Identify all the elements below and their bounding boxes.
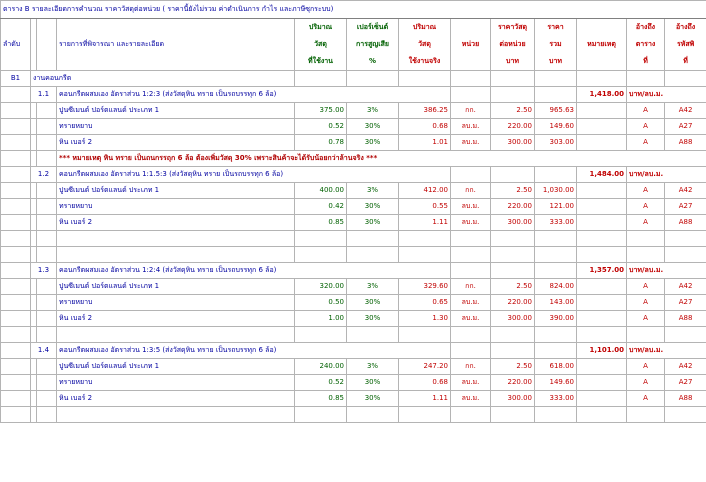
material-row xyxy=(1,311,706,327)
material-row xyxy=(1,119,706,135)
material-total[interactable]: 618.00 xyxy=(535,359,577,375)
material-unit[interactable]: ลบ.ม. xyxy=(451,215,491,231)
material-qty[interactable]: 0.85 xyxy=(295,391,347,407)
material-qty-real[interactable]: 247.20 xyxy=(399,359,451,375)
material-total[interactable]: 824.00 xyxy=(535,279,577,295)
material-qty[interactable]: 0.42 xyxy=(295,199,347,215)
header-qtyreal-3[interactable]: ใช้งานจริง xyxy=(399,53,451,71)
material-ref-table[interactable]: A xyxy=(627,103,665,119)
header-price-3[interactable]: บาท xyxy=(491,53,535,71)
material-qty[interactable]: 0.50 xyxy=(295,295,347,311)
group-total[interactable]: 1,101.00 xyxy=(577,343,627,359)
blank-row xyxy=(1,327,706,343)
material-qty-real[interactable]: 0.55 xyxy=(399,199,451,215)
header-waste-1[interactable]: เปอร์เซ็นต์ xyxy=(347,19,399,37)
material-qty-real[interactable]: 329.60 xyxy=(399,279,451,295)
material-ref-table[interactable]: A xyxy=(627,215,665,231)
material-total[interactable]: 390.00 xyxy=(535,311,577,327)
material-ref-table[interactable]: A xyxy=(627,199,665,215)
material-name[interactable]: หิน เบอร์ 2 xyxy=(57,215,295,231)
material-total[interactable]: 303.00 xyxy=(535,135,577,151)
header-seq[interactable]: ลำดับ xyxy=(1,36,31,53)
material-qty[interactable]: 240.00 xyxy=(295,359,347,375)
material-ref-table[interactable]: A xyxy=(627,183,665,199)
header-price-2[interactable]: ต่อหน่วย xyxy=(491,36,535,53)
material-ref-table[interactable]: A xyxy=(627,375,665,391)
material-ref-table[interactable]: A xyxy=(627,135,665,151)
material-waste[interactable]: 30% xyxy=(347,135,399,151)
material-unit[interactable]: กก. xyxy=(451,359,491,375)
section-code[interactable]: B1 xyxy=(1,71,31,87)
group-number[interactable]: 1.2 xyxy=(31,167,57,183)
material-row xyxy=(1,391,706,407)
material-ref-code[interactable]: A27 xyxy=(665,199,706,215)
group-number[interactable]: 1.1 xyxy=(31,87,57,103)
material-ref-table[interactable]: A xyxy=(627,391,665,407)
warning-note[interactable]: *** หมายเหตุ หิน ทราย เป็นถนกรรถุก 6 ล้อ ต้องเพิ่มวัสดุ 30% เพราะสินค้าจะได้รับน้อยกว่าล้านจริง *** xyxy=(57,151,706,167)
material-qty-real[interactable]: 0.65 xyxy=(399,295,451,311)
material-qty[interactable]: 400.00 xyxy=(295,183,347,199)
section-name[interactable]: งานคอนกรีต xyxy=(31,71,295,87)
material-waste[interactable]: 3% xyxy=(347,279,399,295)
material-unit[interactable]: กก. xyxy=(451,279,491,295)
group-note[interactable]: บาท/ลบ.ม. xyxy=(627,87,706,103)
material-qty[interactable]: 1.00 xyxy=(295,311,347,327)
warning-row xyxy=(1,151,706,167)
material-waste[interactable]: 3% xyxy=(347,183,399,199)
material-price[interactable]: 220.00 xyxy=(491,295,535,311)
material-row xyxy=(1,199,706,215)
material-ref-table[interactable]: A xyxy=(627,279,665,295)
material-ref-code[interactable]: A88 xyxy=(665,391,706,407)
material-ref-code[interactable]: A42 xyxy=(665,103,706,119)
material-ref-code[interactable]: A27 xyxy=(665,119,706,135)
header-reftable-2[interactable]: ตาราง xyxy=(627,36,665,53)
material-qty-real[interactable]: 412.00 xyxy=(399,183,451,199)
material-row xyxy=(1,183,706,199)
material-price[interactable]: 220.00 xyxy=(491,119,535,135)
material-name[interactable]: ทรายหยาบ xyxy=(57,295,295,311)
group-note[interactable]: บาท/ลบ.ม. xyxy=(627,343,706,359)
header-waste-3[interactable]: % xyxy=(347,53,399,71)
group-row xyxy=(1,87,706,103)
material-unit[interactable]: กก. xyxy=(451,183,491,199)
material-price[interactable]: 300.00 xyxy=(491,215,535,231)
material-total[interactable]: 333.00 xyxy=(535,391,577,407)
group-total[interactable]: 1,484.00 xyxy=(577,167,627,183)
material-waste[interactable]: 30% xyxy=(347,375,399,391)
header-reftable-3[interactable]: ที่ xyxy=(627,53,665,71)
material-qty[interactable]: 375.00 xyxy=(295,103,347,119)
header-refcode-2[interactable]: รหัสพิ xyxy=(665,36,706,53)
material-qty[interactable]: 0.78 xyxy=(295,135,347,151)
header-qty-3[interactable]: ที่ใช้งาน xyxy=(295,53,347,71)
material-row xyxy=(1,279,706,295)
material-unit[interactable]: ลบ.ม. xyxy=(451,311,491,327)
material-name[interactable]: หิน เบอร์ 2 xyxy=(57,311,295,327)
material-unit[interactable]: ลบ.ม. xyxy=(451,375,491,391)
material-ref-code[interactable]: A42 xyxy=(665,183,706,199)
group-note[interactable]: บาท/ลบ.ม. xyxy=(627,263,706,279)
material-name[interactable]: ปูนซีเมนต์ ปอร์ตแลนด์ ประเภท 1 xyxy=(57,359,295,375)
material-waste[interactable]: 3% xyxy=(347,359,399,375)
material-qty-real[interactable]: 0.68 xyxy=(399,375,451,391)
group-row xyxy=(1,263,706,279)
material-row xyxy=(1,103,706,119)
group-number[interactable]: 1.3 xyxy=(31,263,57,279)
header-waste-2[interactable]: การสูญเสีย xyxy=(347,36,399,53)
group-row xyxy=(1,343,706,359)
material-name[interactable]: ทรายหยาบ xyxy=(57,375,295,391)
material-ref-table[interactable]: A xyxy=(627,359,665,375)
material-waste[interactable]: 3% xyxy=(347,103,399,119)
group-name[interactable]: คอนกรีตผสมเอง อัตราส่วน 1:2:4 (ส่งวัสดุหิน ทราย เป็นรถบรรทุก 6 ล้อ) xyxy=(57,263,451,279)
material-unit[interactable]: ลบ.ม. xyxy=(451,119,491,135)
header-qty-1[interactable]: ปริมาณ xyxy=(295,19,347,37)
material-row xyxy=(1,359,706,375)
material-total[interactable]: 149.60 xyxy=(535,119,577,135)
header-refcode-3[interactable]: ที่ xyxy=(665,53,706,71)
header-qty-2[interactable]: วัสดุ xyxy=(295,36,347,53)
material-unit[interactable]: ลบ.ม. xyxy=(451,135,491,151)
material-name[interactable]: ปูนซีเมนต์ ปอร์ตแลนด์ ประเภท 1 xyxy=(57,183,295,199)
group-name[interactable]: คอนกรีตผสมเอง อัตราส่วน 1:1.5:3 (ส่งวัสดุหิน ทราย เป็นรถบรรทุก 6 ล้อ) xyxy=(57,167,451,183)
group-note[interactable]: บาท/ลบ.ม. xyxy=(627,167,706,183)
group-total[interactable]: 1,418.00 xyxy=(577,87,627,103)
material-qty[interactable]: 0.85 xyxy=(295,215,347,231)
blank-row xyxy=(1,231,706,247)
header-total-2[interactable]: รวม xyxy=(535,36,577,53)
material-total[interactable]: 333.00 xyxy=(535,215,577,231)
material-unit[interactable]: ลบ.ม. xyxy=(451,295,491,311)
material-row xyxy=(1,135,706,151)
material-price[interactable]: 2.50 xyxy=(491,103,535,119)
material-total[interactable]: 149.60 xyxy=(535,375,577,391)
material-ref-table[interactable]: A xyxy=(627,311,665,327)
material-qty-real[interactable]: 1.11 xyxy=(399,391,451,407)
material-price[interactable]: 2.50 xyxy=(491,359,535,375)
material-price[interactable]: 2.50 xyxy=(491,183,535,199)
sheet-title[interactable]: ตาราง B รายละเอียดการคำนวณ ราคาวัสดุต่อหน่วย ( ราคานี้ยังไม่รวม ค่าดำเนินการ กำไร และภาษีซุกระบบ) xyxy=(1,1,706,19)
material-row xyxy=(1,375,706,391)
material-price[interactable]: 2.50 xyxy=(491,279,535,295)
material-row xyxy=(1,295,706,311)
material-qty-real[interactable]: 0.68 xyxy=(399,119,451,135)
material-ref-code[interactable]: A88 xyxy=(665,215,706,231)
material-qty[interactable]: 320.00 xyxy=(295,279,347,295)
material-waste[interactable]: 30% xyxy=(347,295,399,311)
material-name[interactable]: ปูนซีเมนต์ ปอร์ตแลนด์ ประเภท 1 xyxy=(57,103,295,119)
material-price[interactable]: 220.00 xyxy=(491,199,535,215)
blank-row xyxy=(1,407,706,423)
material-ref-table[interactable]: A xyxy=(627,295,665,311)
header-qtyreal-1[interactable]: ปริมาณ xyxy=(399,19,451,37)
header-item[interactable]: รายการที่พิจารณา และรายละเอียด xyxy=(57,36,295,53)
header-unit[interactable]: หน่วย xyxy=(451,36,491,53)
blank-row xyxy=(1,247,706,263)
material-unit[interactable]: ลบ.ม. xyxy=(451,199,491,215)
material-total[interactable]: 121.00 xyxy=(535,199,577,215)
material-ref-table[interactable]: A xyxy=(627,119,665,135)
material-unit[interactable]: ลบ.ม. xyxy=(451,391,491,407)
material-waste[interactable]: 30% xyxy=(347,199,399,215)
material-price[interactable]: 300.00 xyxy=(491,311,535,327)
material-name[interactable]: หิน เบอร์ 2 xyxy=(57,391,295,407)
material-waste[interactable]: 30% xyxy=(347,215,399,231)
material-qty-real[interactable]: 1.30 xyxy=(399,311,451,327)
material-name[interactable]: ทรายหยาบ xyxy=(57,119,295,135)
header-note[interactable]: หมายเหตุ xyxy=(577,36,627,53)
group-total[interactable]: 1,357.00 xyxy=(577,263,627,279)
material-ref-code[interactable]: A42 xyxy=(665,279,706,295)
group-name[interactable]: คอนกรีตผสมเอง อัตราส่วน 1:2:3 (ส่งวัสดุหิน ทราย เป็นรถบรรทุก 6 ล้อ) xyxy=(57,87,451,103)
group-number[interactable]: 1.4 xyxy=(31,343,57,359)
material-ref-code[interactable]: A88 xyxy=(665,135,706,151)
material-qty[interactable]: 0.52 xyxy=(295,375,347,391)
material-total[interactable]: 143.00 xyxy=(535,295,577,311)
material-ref-code[interactable]: A27 xyxy=(665,295,706,311)
material-waste[interactable]: 30% xyxy=(347,391,399,407)
material-qty[interactable]: 0.52 xyxy=(295,119,347,135)
material-name[interactable]: ทรายหยาบ xyxy=(57,199,295,215)
material-price[interactable]: 300.00 xyxy=(491,135,535,151)
header-qtyreal-2[interactable]: วัสดุ xyxy=(399,36,451,53)
group-row xyxy=(1,167,706,183)
header-reftable-1[interactable]: อ้างถึง xyxy=(627,19,665,37)
material-unit[interactable]: กก. xyxy=(451,103,491,119)
material-qty-real[interactable]: 386.25 xyxy=(399,103,451,119)
header-total-1[interactable]: ราคา xyxy=(535,19,577,37)
header-total-3[interactable]: บาท xyxy=(535,53,577,71)
material-price[interactable]: 220.00 xyxy=(491,375,535,391)
material-qty-real[interactable]: 1.11 xyxy=(399,215,451,231)
material-price[interactable]: 300.00 xyxy=(491,391,535,407)
material-total[interactable]: 1,030.00 xyxy=(535,183,577,199)
material-name[interactable]: หิน เบอร์ 2 xyxy=(57,135,295,151)
material-ref-code[interactable]: A42 xyxy=(665,359,706,375)
material-ref-code[interactable]: A88 xyxy=(665,311,706,327)
group-name[interactable]: คอนกรีตผสมเอง อัตราส่วน 1:3:5 (ส่งวัสดุหิน ทราย เป็นรถบรรทุก 6 ล้อ) xyxy=(57,343,451,359)
material-name[interactable]: ปูนซีเมนต์ ปอร์ตแลนด์ ประเภท 1 xyxy=(57,279,295,295)
material-ref-code[interactable]: A27 xyxy=(665,375,706,391)
header-price-1[interactable]: ราคาวัสดุ xyxy=(491,19,535,37)
material-waste[interactable]: 30% xyxy=(347,311,399,327)
material-total[interactable]: 965.63 xyxy=(535,103,577,119)
material-qty-real[interactable]: 1.01 xyxy=(399,135,451,151)
material-waste[interactable]: 30% xyxy=(347,119,399,135)
material-row xyxy=(1,215,706,231)
header-refcode-1[interactable]: อ้างถึง xyxy=(665,19,706,37)
